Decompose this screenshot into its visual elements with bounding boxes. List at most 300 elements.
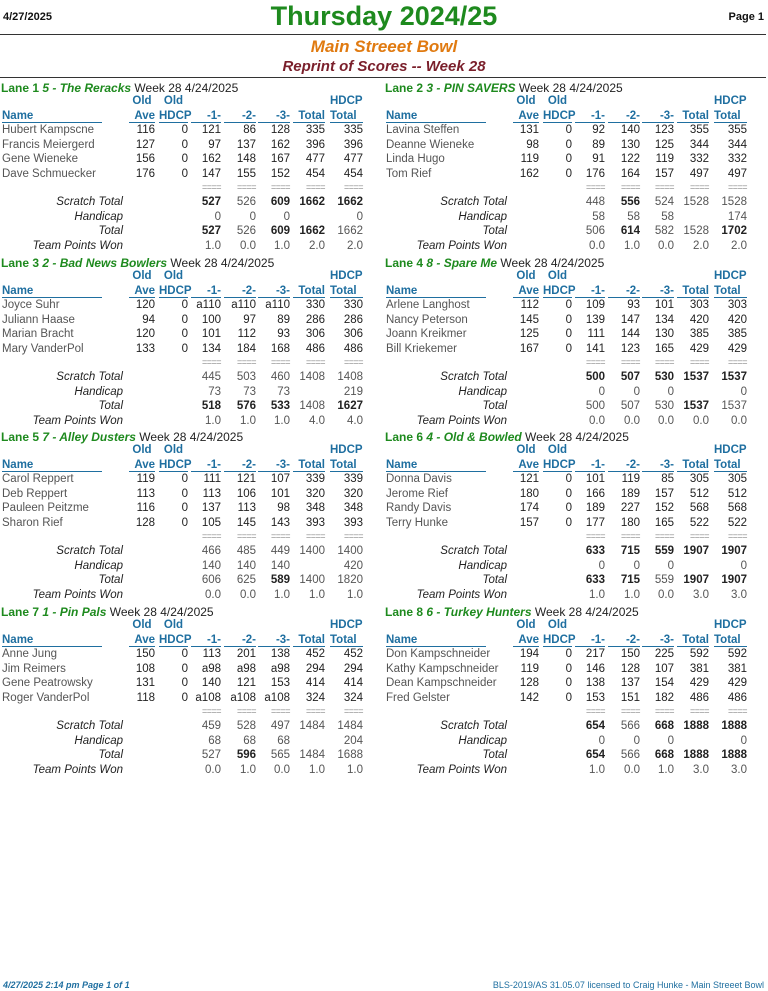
ave-header: Ave xyxy=(513,110,539,123)
game3-header: -3- xyxy=(642,459,674,472)
bowler-total: 452 xyxy=(305,648,325,660)
bowler-ave: 98 xyxy=(526,138,539,151)
separator-total: ==== xyxy=(305,531,325,541)
separator-htotal: ==== xyxy=(727,531,747,541)
team-points-row-g2: 1.0 xyxy=(240,763,256,776)
separator-g3: ==== xyxy=(270,182,290,192)
total-header: Total xyxy=(677,634,709,647)
separator-total: ==== xyxy=(305,357,325,367)
bowler-hdcp: 0 xyxy=(565,516,572,529)
name-header: Name xyxy=(386,634,486,647)
separator-total: ==== xyxy=(689,357,709,367)
bowler-total: 335 xyxy=(305,124,325,136)
team-total-row-g2: 614 xyxy=(620,225,640,237)
team-total-row-g2: 596 xyxy=(236,749,256,761)
bowler-name: Joyce Suhr xyxy=(2,299,60,311)
team-points-row-label: Team Points Won xyxy=(32,414,123,427)
team-total-row-g3: 565 xyxy=(270,749,290,761)
bowler-g3: 138 xyxy=(270,648,290,660)
bowler-htotal: 477 xyxy=(343,153,363,165)
bowler-total: 568 xyxy=(689,502,709,514)
week-date: Week 28 4/24/2025 xyxy=(525,430,629,444)
scratch-total-row-g1: 459 xyxy=(201,720,221,732)
scratch-total-row-g1: 633 xyxy=(585,545,605,557)
team-points-row-label: Team Points Won xyxy=(32,763,123,776)
handicap-row-g3: 68 xyxy=(277,734,290,747)
handicap-row-label: Handicap xyxy=(74,559,123,572)
team-total-row-g1: 606 xyxy=(201,574,221,586)
bowler-hdcp: 0 xyxy=(565,502,572,514)
bowler-htotal: 396 xyxy=(343,138,363,151)
scratch-total-row-htotal: 1662 xyxy=(337,196,363,208)
separator-g2: ==== xyxy=(620,357,640,367)
hdcp-total-header: Total xyxy=(330,459,363,472)
name-header: Name xyxy=(2,459,102,472)
bowler-g2: 164 xyxy=(620,167,640,180)
bowler-htotal: 452 xyxy=(343,648,363,660)
bowler-g3: 101 xyxy=(654,299,674,311)
bowler-ave: 150 xyxy=(135,648,155,660)
bowler-hdcp: 0 xyxy=(565,313,572,326)
bowler-htotal: 393 xyxy=(343,516,363,529)
lane-title xyxy=(385,430,629,444)
bowler-g3: 152 xyxy=(654,502,674,514)
team-points-row-g3: 1.0 xyxy=(274,588,290,601)
bowler-name: Dean Kampschneider xyxy=(386,677,497,689)
handicap-row-label: Handicap xyxy=(458,385,507,398)
bowler-ave: 180 xyxy=(519,487,539,500)
separator-g3: ==== xyxy=(270,357,290,367)
bowler-name: Francis Meiergerd xyxy=(2,138,95,151)
old-hdcp-header: Old xyxy=(547,95,568,107)
team-total-row-label: Total xyxy=(98,574,123,586)
team-points-row-g1: 0.0 xyxy=(589,414,605,427)
bowler-g2: 121 xyxy=(236,677,256,689)
bowler-htotal: 454 xyxy=(343,167,363,180)
hdcp-header: HDCP xyxy=(543,110,576,122)
week-date: Week 28 4/24/2025 xyxy=(534,605,639,619)
lane-title xyxy=(385,605,639,619)
bowler-ave: 167 xyxy=(519,342,539,355)
footer-print-info: 4/27/2025 2:14 pm Page 1 of 1 xyxy=(3,980,130,990)
team-points-row-htotal: 2.0 xyxy=(347,239,363,252)
bowler-g1: 137 xyxy=(201,502,221,514)
bowler-hdcp: 0 xyxy=(565,124,572,136)
handicap-row-htotal: 219 xyxy=(343,385,363,398)
bowler-g2: 150 xyxy=(620,648,640,660)
total-header: Total xyxy=(677,285,709,298)
handicap-row-g2: 0 xyxy=(249,210,256,223)
bowler-hdcp: 0 xyxy=(565,328,572,340)
scratch-total-row-total: 1888 xyxy=(683,720,709,732)
team-total-row-g3: 582 xyxy=(654,225,674,237)
bowler-total: 303 xyxy=(689,299,709,311)
bowler-hdcp: 0 xyxy=(181,677,188,689)
bowler-total: 393 xyxy=(305,516,325,529)
team-points-row-total: 1.0 xyxy=(309,763,325,776)
bowler-htotal: 568 xyxy=(727,502,747,514)
bowler-hdcp: 0 xyxy=(181,313,188,326)
hdcp-header: HDCP xyxy=(543,634,576,646)
team-points-row-g1: 1.0 xyxy=(205,239,221,252)
team-total-row-label: Total xyxy=(482,749,507,761)
separator-g2: ==== xyxy=(236,531,256,541)
game3-header: -3- xyxy=(258,459,290,472)
scratch-total-row-label: Scratch Total xyxy=(56,720,123,732)
old-ave-header: Old xyxy=(132,619,152,631)
bowler-g1: 146 xyxy=(585,662,605,675)
bowler-g2: 147 xyxy=(620,313,640,326)
team-total-row-g3: 533 xyxy=(270,400,290,412)
scratch-total-row-total: 1400 xyxy=(299,545,325,557)
bowler-g1: 134 xyxy=(201,342,221,355)
bowler-hdcp: 0 xyxy=(565,153,572,165)
bowler-htotal: 429 xyxy=(727,677,747,689)
handicap-row-htotal: 0 xyxy=(740,385,747,398)
bowler-total: 286 xyxy=(305,313,325,326)
bowler-name: Mary VanderPol xyxy=(2,342,84,355)
lane-block xyxy=(385,79,768,254)
bowler-g1: 89 xyxy=(592,138,605,151)
scratch-total-row-label: Scratch Total xyxy=(440,371,507,383)
game1-header: -1- xyxy=(575,459,605,472)
bowler-total: 306 xyxy=(305,328,325,340)
bowler-g2: 112 xyxy=(237,328,256,340)
bowler-htotal: 344 xyxy=(727,138,747,151)
lane-number: Lane 2 xyxy=(385,81,424,95)
bowler-hdcp: 0 xyxy=(565,691,572,704)
bowler-name: Hubert Kampscne xyxy=(2,124,95,136)
scratch-total-row-g3: 559 xyxy=(654,545,674,557)
bowler-g2: 121 xyxy=(236,473,256,485)
ave-header: Ave xyxy=(129,110,155,123)
team-points-row-total: 1.0 xyxy=(309,588,325,601)
scratch-total-row-g3: 530 xyxy=(654,371,674,383)
bowler-g3: a108 xyxy=(264,691,290,704)
team-total-row-total: 1888 xyxy=(683,749,709,761)
bowler-total: 522 xyxy=(689,516,709,529)
separator-g2: ==== xyxy=(236,357,256,367)
bowler-total: 294 xyxy=(305,662,325,675)
team-points-row-g3: 1.0 xyxy=(274,414,290,427)
bowler-ave: 174 xyxy=(519,502,539,514)
handicap-row-g2: 0 xyxy=(633,734,640,747)
team-total-row-g1: 527 xyxy=(201,749,221,761)
bowler-total: 330 xyxy=(305,299,325,311)
scratch-total-row-htotal: 1408 xyxy=(337,371,363,383)
separator-htotal: ==== xyxy=(727,706,747,716)
team-total-row-htotal: 1627 xyxy=(337,400,363,412)
scratch-total-row-htotal: 1400 xyxy=(337,545,363,557)
bowler-g3: 168 xyxy=(270,342,290,355)
bowler-name: Anne Jung xyxy=(2,648,57,660)
bowling-center-name: Main Streeet Bowl xyxy=(310,37,458,56)
bowler-htotal: 332 xyxy=(727,153,747,165)
bowler-ave: 131 xyxy=(135,677,155,689)
old-ave-header: Old xyxy=(516,95,536,107)
team-points-row-htotal: 3.0 xyxy=(731,588,747,601)
bowler-g1: 121 xyxy=(201,124,221,136)
handicap-row-g1: 140 xyxy=(201,559,221,572)
bowler-hdcp: 0 xyxy=(565,648,572,660)
handicap-row-htotal: 0 xyxy=(356,210,363,223)
bowler-hdcp: 0 xyxy=(181,138,188,151)
handicap-row-g3: 0 xyxy=(283,210,290,223)
lane-block xyxy=(385,603,768,778)
scratch-total-row-htotal: 1888 xyxy=(721,720,747,732)
bowler-total: 385 xyxy=(689,328,709,340)
bowler-g2: 189 xyxy=(620,487,640,500)
hdcp-total-header-top: HDCP xyxy=(330,95,363,107)
bowler-g1: 109 xyxy=(585,299,605,311)
scratch-total-row-label: Scratch Total xyxy=(56,371,123,383)
bowler-g2: 227 xyxy=(620,502,640,514)
team-total-row-total: 1400 xyxy=(299,574,325,586)
scratch-total-row-g2: 715 xyxy=(620,545,640,557)
lane-title xyxy=(1,256,274,270)
team-total-row-total: 1537 xyxy=(683,400,709,412)
hdcp-total-header: Total xyxy=(330,110,363,123)
team-points-row-label: Team Points Won xyxy=(32,239,123,252)
handicap-row-htotal: 0 xyxy=(740,734,747,747)
team-name: 8 - Spare Me xyxy=(426,256,498,270)
week-date: Week 28 4/24/2025 xyxy=(109,605,214,619)
name-header: Name xyxy=(386,459,486,472)
team-name: 4 - Old & Bowled xyxy=(426,430,522,444)
bowler-g2: 106 xyxy=(236,487,256,500)
separator-g2: ==== xyxy=(236,182,256,192)
handicap-row-g1: 68 xyxy=(208,734,221,747)
team-points-row-label: Team Points Won xyxy=(416,763,507,776)
bowler-g2: 144 xyxy=(620,328,640,340)
bowler-g3: 154 xyxy=(654,677,674,689)
separator-htotal: ==== xyxy=(343,706,363,716)
name-header: Name xyxy=(386,285,486,298)
lane-number: Lane 3 xyxy=(1,256,40,270)
lane-title xyxy=(1,430,243,444)
game1-header: -1- xyxy=(191,634,221,647)
bowler-ave: 128 xyxy=(135,516,155,529)
total-header: Total xyxy=(293,634,325,647)
bowler-g2: 180 xyxy=(620,516,640,529)
bowler-total: 396 xyxy=(305,138,325,151)
bowler-htotal: 355 xyxy=(727,124,747,136)
bowler-name: Don Kampschneider xyxy=(386,648,491,660)
game2-header: -2- xyxy=(608,634,640,647)
team-name: 1 - Pin Pals xyxy=(42,605,107,619)
hdcp-total-header-top: HDCP xyxy=(330,619,363,631)
hdcp-header: HDCP xyxy=(159,459,192,471)
bowler-g1: 153 xyxy=(585,691,605,704)
scratch-total-row-htotal: 1907 xyxy=(721,545,747,557)
bowler-total: 381 xyxy=(689,662,709,675)
scratch-total-row-g2: 485 xyxy=(236,545,256,557)
scratch-total-row-total: 1484 xyxy=(299,720,325,732)
team-points-row-total: 3.0 xyxy=(693,588,709,601)
ave-header: Ave xyxy=(513,634,539,647)
team-points-row-htotal: 3.0 xyxy=(731,763,747,776)
bowler-g1: 177 xyxy=(585,516,605,529)
old-hdcp-header: Old xyxy=(163,619,184,631)
team-points-row-g3: 0.0 xyxy=(658,239,674,252)
bowler-name: Jim Reimers xyxy=(2,662,66,675)
handicap-row-g2: 140 xyxy=(236,559,256,572)
old-ave-header: Old xyxy=(132,270,152,282)
bowler-g1: a108 xyxy=(195,691,221,704)
bowler-g3: 98 xyxy=(277,502,290,514)
handicap-row-g2: 58 xyxy=(627,210,640,223)
hdcp-total-header-top: HDCP xyxy=(330,270,363,282)
bowler-htotal: 592 xyxy=(727,648,747,660)
team-name: 2 - Bad News Bowlers xyxy=(42,256,168,270)
game1-header: -1- xyxy=(575,110,605,123)
bowler-ave: 125 xyxy=(519,328,539,340)
bowler-g2: 184 xyxy=(236,342,256,355)
team-total-row-htotal: 1820 xyxy=(337,574,363,586)
lane-number: Lane 8 xyxy=(385,605,424,619)
separator-g1: ==== xyxy=(201,706,221,716)
bowler-ave: 116 xyxy=(136,124,155,136)
game1-header: -1- xyxy=(191,285,221,298)
team-total-row-total: 1408 xyxy=(299,400,325,412)
handicap-row-g2: 68 xyxy=(243,734,256,747)
team-name: 7 - Alley Dusters xyxy=(42,430,136,444)
bowler-total: 420 xyxy=(689,313,709,326)
bowler-htotal: 320 xyxy=(343,487,363,500)
separator-g1: ==== xyxy=(201,531,221,541)
separator-g1: ==== xyxy=(585,706,605,716)
game2-header: -2- xyxy=(608,459,640,472)
lane-block xyxy=(1,79,384,254)
bowler-total: 497 xyxy=(689,167,709,180)
handicap-row-g1: 0 xyxy=(598,559,605,572)
bowler-total: 592 xyxy=(689,648,709,660)
lane-title xyxy=(1,605,214,619)
bowler-g1: 217 xyxy=(585,648,605,660)
bowler-name: Dave Schmuecker xyxy=(2,167,96,180)
bowler-ave: 194 xyxy=(519,648,539,660)
bowler-total: 414 xyxy=(305,677,325,689)
team-total-row-label: Total xyxy=(482,400,507,412)
bowler-g1: 105 xyxy=(201,516,221,529)
bowler-ave: 128 xyxy=(519,677,539,689)
bowler-name: Pauleen Peitzme xyxy=(2,502,89,514)
game2-header: -2- xyxy=(224,285,256,298)
scratch-total-row-g1: 500 xyxy=(585,371,605,383)
team-points-row-label: Team Points Won xyxy=(416,239,507,252)
bowler-ave: 127 xyxy=(135,138,155,151)
bowler-g1: 147 xyxy=(201,167,221,180)
lane-title xyxy=(385,81,623,95)
separator-g1: ==== xyxy=(201,357,221,367)
ave-header: Ave xyxy=(129,634,155,647)
team-total-row-htotal: 1537 xyxy=(721,400,747,412)
game2-header: -2- xyxy=(224,459,256,472)
team-points-row-g3: 1.0 xyxy=(658,763,674,776)
bowler-ave: 119 xyxy=(520,153,539,165)
bowler-g2: 86 xyxy=(243,124,256,136)
scratch-total-row-g2: 503 xyxy=(236,371,256,383)
bowler-total: 429 xyxy=(689,342,709,355)
report-title: Thursday 2024/25 xyxy=(270,1,498,31)
bowler-g2: 140 xyxy=(620,124,640,136)
bowler-name: Gene Peatrowsky xyxy=(2,677,93,689)
hdcp-total-header-top: HDCP xyxy=(714,95,747,107)
bowler-hdcp: 0 xyxy=(181,691,188,704)
bowler-ave: 119 xyxy=(520,662,539,675)
bowler-htotal: 429 xyxy=(727,342,747,355)
bowler-g2: 137 xyxy=(620,677,640,689)
bowler-g3: 162 xyxy=(270,138,290,151)
bowler-g1: 141 xyxy=(585,342,605,355)
handicap-row-g2: 0 xyxy=(633,559,640,572)
scratch-total-row-total: 1528 xyxy=(683,196,709,208)
hdcp-total-header: Total xyxy=(714,634,747,647)
bowler-hdcp: 0 xyxy=(181,124,188,136)
game3-header: -3- xyxy=(258,285,290,298)
bowler-g1: 166 xyxy=(585,487,605,500)
separator-g3: ==== xyxy=(654,357,674,367)
separator-htotal: ==== xyxy=(727,182,747,192)
bowler-name: Carol Reppert xyxy=(2,473,74,485)
bowler-g2: 128 xyxy=(620,662,640,675)
team-name: 3 - PIN SAVERS xyxy=(426,81,516,95)
handicap-row-htotal: 0 xyxy=(740,559,747,572)
bowler-ave: 121 xyxy=(519,473,539,485)
old-hdcp-header: Old xyxy=(163,95,184,107)
hdcp-total-header: Total xyxy=(714,110,747,123)
bowler-g1: 101 xyxy=(585,473,605,485)
bowler-ave: 118 xyxy=(136,691,155,704)
bowler-total: 486 xyxy=(689,691,709,704)
bowler-ave: 131 xyxy=(519,124,539,136)
bowler-ave: 176 xyxy=(135,167,155,180)
old-hdcp-header: Old xyxy=(163,444,184,456)
name-header: Name xyxy=(2,110,102,123)
separator-g3: ==== xyxy=(654,531,674,541)
bowler-hdcp: 0 xyxy=(181,516,188,529)
scratch-total-row-g1: 466 xyxy=(201,545,221,557)
bowler-hdcp: 0 xyxy=(181,342,188,355)
handicap-row-g1: 0 xyxy=(598,385,605,398)
bowler-g3: 134 xyxy=(654,313,674,326)
bowler-total: 486 xyxy=(305,342,325,355)
bowler-g2: 151 xyxy=(620,691,640,704)
team-total-row-g1: 500 xyxy=(585,400,605,412)
team-points-row-htotal: 1.0 xyxy=(347,763,363,776)
ave-header: Ave xyxy=(129,459,155,472)
scratch-total-row-g2: 566 xyxy=(620,720,640,732)
team-points-row-g1: 0.0 xyxy=(205,588,221,601)
team-total-row-g3: 609 xyxy=(270,225,290,237)
bowler-g3: 128 xyxy=(270,124,290,136)
bowler-name: Juliann Haase xyxy=(2,313,75,326)
bowler-hdcp: 0 xyxy=(565,342,572,355)
handicap-row-htotal: 420 xyxy=(343,559,363,572)
scratch-total-row-g3: 609 xyxy=(270,196,290,208)
team-total-row-label: Total xyxy=(98,225,123,237)
hdcp-total-header-top: HDCP xyxy=(714,619,747,631)
bowler-g3: 157 xyxy=(654,487,674,500)
scratch-total-row-label: Scratch Total xyxy=(440,720,507,732)
bowler-htotal: 497 xyxy=(727,167,747,180)
bowler-g3: 165 xyxy=(654,342,674,355)
team-points-row-total: 2.0 xyxy=(309,239,325,252)
separator-g3: ==== xyxy=(270,531,290,541)
lane-number: Lane 7 xyxy=(1,605,40,619)
bowler-g3: 93 xyxy=(277,328,290,340)
hdcp-total-header-top: HDCP xyxy=(330,444,363,456)
